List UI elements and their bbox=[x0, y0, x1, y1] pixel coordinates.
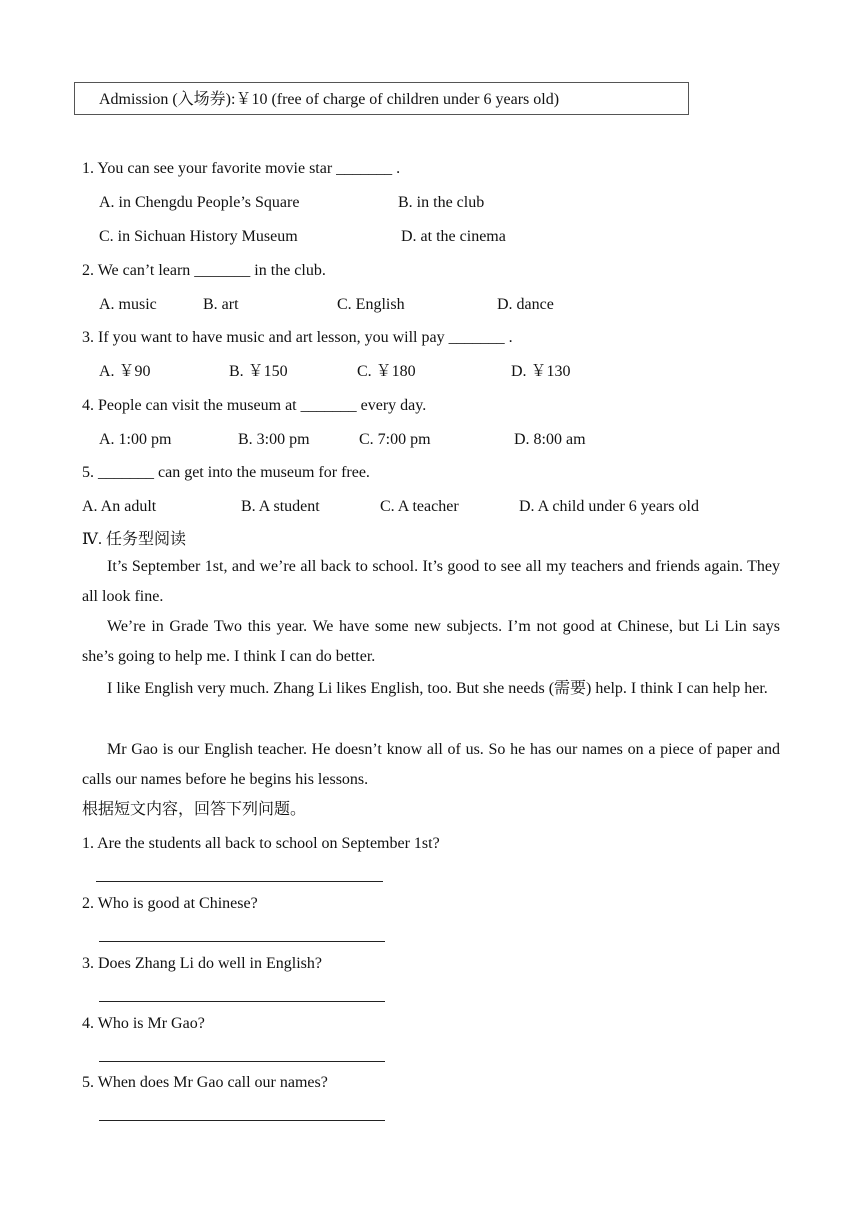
question-3: 3. If you want to have music and art lesson, you will pay _______ . bbox=[82, 329, 513, 346]
q5-option-b: B. A student bbox=[241, 498, 320, 515]
answer-blank-4[interactable] bbox=[99, 1061, 385, 1062]
q5-option-c: C. A teacher bbox=[380, 498, 459, 515]
passage-paragraph-1: It’s September 1st, and we’re all back to school. It’s good to see all my teachers and friends again. They all look fine. bbox=[82, 558, 780, 605]
question-1: 1. You can see your favorite movie star _______ . bbox=[82, 160, 401, 177]
answer-question-4: 4. Who is Mr Gao? bbox=[82, 1015, 205, 1032]
q2-option-b: B. art bbox=[203, 296, 239, 313]
q3-option-a: A. ￥90 bbox=[99, 363, 151, 380]
answer-question-1: 1. Are the students all back to school on September 1st? bbox=[82, 835, 440, 852]
passage-paragraph-2: We’re in Grade Two this year. We have some new subjects. I’m not good at Chinese, but Li Lin says she’s going to help me. I think I can do better. bbox=[82, 618, 780, 665]
q3-option-d: D. ￥130 bbox=[511, 363, 571, 380]
q3-option-c: C. ￥180 bbox=[357, 363, 416, 380]
question-5: 5. _______ can get into the museum for free. bbox=[82, 464, 370, 481]
admission-text: Admission (入场券):￥10 (free of charge of children under 6 years old) bbox=[99, 91, 560, 108]
q4-option-c: C. 7:00 pm bbox=[359, 431, 431, 448]
answer-question-3: 3. Does Zhang Li do well in English? bbox=[82, 955, 322, 972]
q1-option-b: B. in the club bbox=[398, 194, 485, 211]
answer-question-2: 2. Who is good at Chinese? bbox=[82, 895, 258, 912]
q4-option-a: A. 1:00 pm bbox=[99, 431, 172, 448]
question-2: 2. We can’t learn _______ in the club. bbox=[82, 262, 326, 279]
answer-blank-2[interactable] bbox=[99, 941, 385, 942]
question-4: 4. People can visit the museum at _______ every day. bbox=[82, 397, 427, 414]
passage-paragraph-3: I like English very much. Zhang Li likes English, too. But she needs (需要) help. I think I can help her. bbox=[107, 680, 768, 697]
q4-option-b: B. 3:00 pm bbox=[238, 431, 310, 448]
q3-option-b: B. ￥150 bbox=[229, 363, 288, 380]
answer-blank-1[interactable] bbox=[96, 881, 383, 882]
q1-option-a: A. in Chengdu People’s Square bbox=[99, 194, 300, 211]
q2-option-c: C. English bbox=[337, 296, 405, 313]
admission-box bbox=[74, 82, 689, 115]
q4-option-d: D. 8:00 am bbox=[514, 431, 586, 448]
q5-option-d: D. A child under 6 years old bbox=[519, 498, 699, 515]
instruction: 根据短文内容，回答下列问题。 bbox=[82, 801, 307, 818]
q1-option-c: C. in Sichuan History Museum bbox=[99, 228, 298, 245]
section-heading: Ⅳ. 任务型阅读 bbox=[82, 531, 186, 548]
answer-blank-5[interactable] bbox=[99, 1120, 385, 1121]
answer-question-5: 5. When does Mr Gao call our names? bbox=[82, 1074, 328, 1091]
passage-paragraph-4: Mr Gao is our English teacher. He doesn’t know all of us. So he has our names on a piece of paper and calls our names before he begins his lessons. bbox=[82, 741, 780, 788]
answer-blank-3[interactable] bbox=[99, 1001, 385, 1002]
q2-option-d: D. dance bbox=[497, 296, 554, 313]
q5-option-a: A. An adult bbox=[82, 498, 157, 515]
q2-option-a: A. music bbox=[99, 296, 157, 313]
q1-option-d: D. at the cinema bbox=[401, 228, 506, 245]
